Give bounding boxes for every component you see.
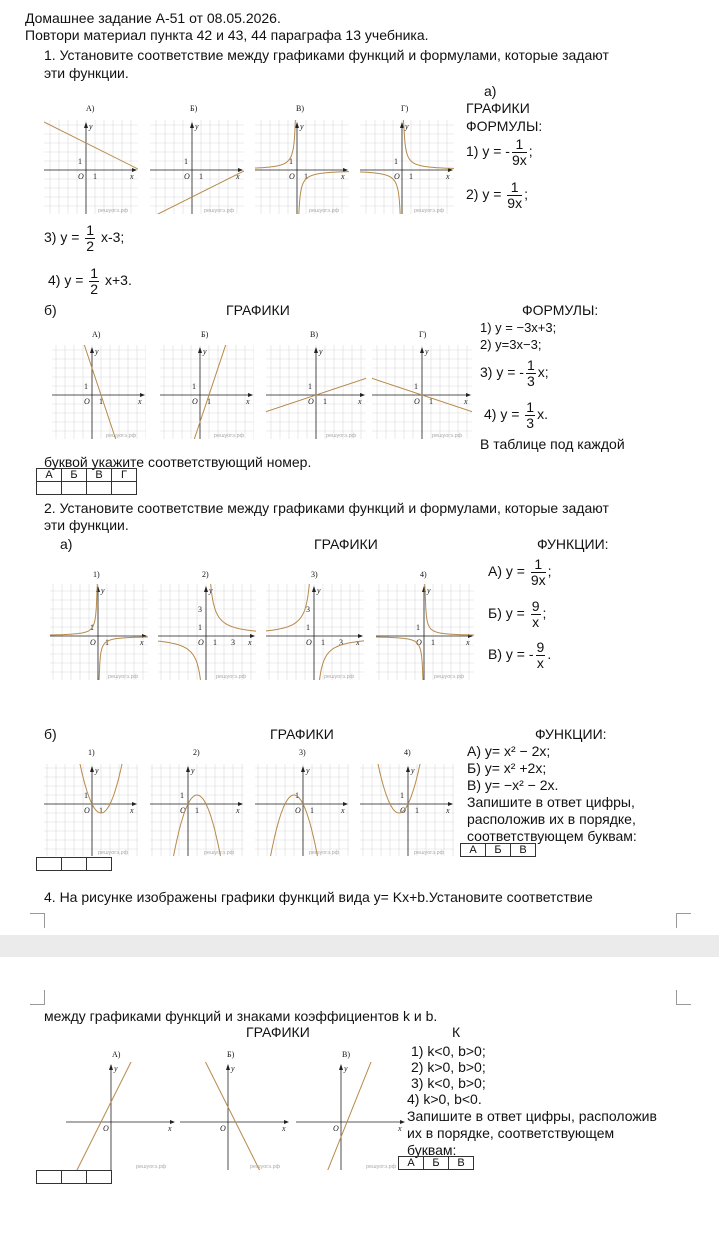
task2-part-b: б) (44, 726, 57, 742)
task1b-graph-a (52, 345, 146, 439)
tick-label-x-one: 1 (93, 172, 97, 181)
tick-label-x-one: 1 (195, 806, 199, 815)
tick-label-y-one: 1 (90, 623, 94, 632)
tick-label-y-one: 1 (289, 157, 293, 166)
origin-label: O (220, 1124, 226, 1133)
x-axis-label: x (464, 397, 468, 406)
task2b-graph-1 (44, 764, 138, 856)
task1a-graph-v (255, 120, 349, 214)
watermark: решуогэ.рф (414, 850, 445, 856)
task1a-graph-b (150, 120, 244, 214)
task2-function-b: Б) y = $\frac{9}{x}$ ; (488, 598, 547, 630)
task1-formula-3: 3) y = $\frac{1}{2}$ x-3; (44, 222, 125, 254)
x-axis-label: x (446, 172, 450, 181)
y-axis-label: y (231, 1064, 235, 1073)
y-axis-label: y (95, 766, 99, 775)
watermark: решуогэ.рф (136, 1164, 167, 1170)
origin-label: O (192, 397, 198, 406)
task2-text-line2: эти функции. (44, 517, 129, 533)
hyperbola-branch (425, 584, 475, 635)
tick-label-x-one: 1 (323, 397, 327, 406)
y-axis-arrow (109, 1064, 113, 1070)
answer-cell[interactable] (62, 858, 87, 871)
tick-label-y-one: 1 (308, 382, 312, 391)
task1b-formula-1: 1) y = −3x+3; (480, 320, 557, 335)
table-header-a: А (37, 469, 62, 482)
task1-formulas-label-b: ФОРМУЛЫ: (522, 302, 599, 318)
graph-letter-b: Б) (190, 104, 198, 113)
page-corner-mark (676, 913, 691, 928)
x-axis-label: x (282, 1124, 286, 1133)
task1-formula-2: 2) y = $\frac{1}{9x}$ ; (466, 179, 528, 211)
watermark: решуогэ.рф (432, 433, 463, 439)
task2-functions-label-b: ФУНКЦИИ: (535, 726, 607, 742)
table-header-a: А (461, 844, 486, 857)
y-axis-arrow (226, 1064, 230, 1070)
graph-number-3: 3) (311, 570, 318, 579)
tick-label-y-one: 1 (84, 791, 88, 800)
task1b-graph-g (372, 345, 472, 439)
task1a-graph-g (360, 120, 454, 214)
graph-letter-a: А) (86, 104, 95, 113)
tick-label-x-one: 1 (99, 806, 103, 815)
watermark: решуогэ.рф (204, 850, 235, 856)
task1-part-b: б) (44, 302, 57, 318)
watermark: решуогэ.рф (309, 208, 340, 214)
y-axis-label: y (95, 347, 99, 356)
origin-label: O (78, 172, 84, 181)
y-axis-label: y (425, 347, 429, 356)
task2b-graph-3 (255, 764, 349, 856)
y-axis-arrow (90, 766, 94, 772)
task4-answer-row (36, 1170, 112, 1184)
y-axis-arrow (186, 766, 190, 772)
watermark: решуогэ.рф (324, 674, 355, 680)
graph-letter-g: Г) (401, 104, 409, 113)
task2b-function-b: Б) y= x² +2x; (467, 760, 547, 776)
tick-label-y-three: 3 (198, 605, 202, 614)
answer-cell[interactable] (62, 1171, 87, 1184)
watermark: решуогэ.рф (250, 1164, 281, 1170)
task4-graphs-label: ГРАФИКИ (246, 1024, 310, 1040)
origin-label: O (184, 172, 190, 181)
y-axis-label: y (300, 122, 304, 131)
task2-answer-row (36, 857, 112, 871)
task1b-graph-b (160, 345, 254, 439)
answer-cell-b[interactable] (62, 482, 87, 495)
watermark: решуогэ.рф (98, 208, 129, 214)
task1-graphs-label: ГРАФИКИ (466, 100, 530, 116)
task4-text-line2: между графиками функций и знаками коэффициентов k и b. (44, 1008, 438, 1024)
task1b-formula-3: 3) y = - $\frac{1}{3}$ x; (480, 357, 549, 389)
y-axis-label: y (411, 766, 415, 775)
watermark: решуогэ.рф (204, 208, 235, 214)
tick-label-x-one: 1 (99, 397, 103, 406)
function-graph (180, 1062, 290, 1170)
task2-function-c: В) y = - $\frac{9}{x}$ . (488, 639, 552, 671)
y-axis-label: y (405, 122, 409, 131)
tick-label-x-one: 1 (207, 397, 211, 406)
tick-label-y-one: 1 (192, 382, 196, 391)
y-axis-label: y (114, 1064, 118, 1073)
x-axis-label: x (168, 1124, 172, 1133)
graph-letter-v: В) (342, 1050, 350, 1059)
x-axis-label: x (356, 638, 360, 647)
tick-label-x-one: 1 (199, 172, 203, 181)
table-header-v: В (87, 469, 112, 482)
x-axis-label: x (341, 172, 345, 181)
answer-cell[interactable] (37, 858, 62, 871)
table-header-g: Г (112, 469, 137, 482)
table-header-b: Б (424, 1157, 449, 1170)
task1-text-line2: эти функции. (44, 65, 129, 81)
table-header-a: А (399, 1157, 424, 1170)
answer-cell[interactable] (87, 1171, 112, 1184)
origin-label: O (400, 806, 406, 815)
task4-option-1: 1) k<0, b>0; (411, 1043, 486, 1059)
x-axis-label: x (130, 172, 134, 181)
tick-label-x-one: 1 (105, 638, 109, 647)
task1-note-line1: В таблице под каждой (480, 436, 625, 452)
y-axis-arrow (301, 766, 305, 772)
watermark: решуогэ.рф (98, 850, 129, 856)
y-axis-label: y (191, 766, 195, 775)
task4-note-line3: буквам: (407, 1142, 457, 1158)
y-axis-label: y (209, 586, 213, 595)
tick-label-y-one: 1 (184, 157, 188, 166)
y-axis-arrow (312, 586, 316, 592)
origin-label: O (103, 1124, 109, 1133)
task4-note-line2: их в порядке, соответствующем (407, 1125, 615, 1141)
task2a-graph-2 (158, 584, 256, 680)
task2b-function-c: В) y= −x² − 2x. (467, 777, 559, 793)
tick-label-y-one: 1 (198, 623, 202, 632)
page-corner-mark (676, 990, 691, 1005)
task2-answer-table (460, 843, 536, 857)
x-axis-label: x (140, 638, 144, 647)
task4-graph-v (296, 1062, 406, 1170)
task4-text-line1: 4. На рисунке изображены графики функций вида y= Kx+b.Установите соответствие (44, 889, 593, 905)
graph-number-2: 2) (202, 570, 209, 579)
watermark: решуогэ.рф (414, 208, 445, 214)
watermark: решуогэ.рф (214, 433, 245, 439)
task2-part-a: а) (60, 536, 73, 552)
task1-text-line1: 1. Установите соответствие между графиками функций и формулами, которые задают (44, 47, 609, 63)
task1-graphs-label-b: ГРАФИКИ (226, 302, 290, 318)
y-axis-arrow (406, 766, 410, 772)
answer-cell[interactable] (37, 1171, 62, 1184)
task2-note-line1: Запишите в ответ цифры, (467, 794, 635, 810)
tick-label-y-one: 1 (414, 382, 418, 391)
x-axis-label: x (248, 638, 252, 647)
tick-label-x-one: 1 (415, 806, 419, 815)
task4-note-line1: Запишите в ответ цифры, расположив (407, 1108, 657, 1124)
x-axis-label: x (236, 172, 240, 181)
y-axis-label: y (195, 122, 199, 131)
task4-option-3: 3) k<0, b>0; (411, 1075, 486, 1091)
graph-number-1: 1) (93, 570, 100, 579)
task1b-graph-v (266, 345, 366, 439)
task2b-function-a: А) y= x² − 2x; (467, 743, 551, 759)
x-axis-label: x (246, 397, 250, 406)
tick-label-x-one: 1 (409, 172, 413, 181)
tick-label-x-three: 3 (231, 638, 235, 647)
y-axis-label: y (427, 586, 431, 595)
origin-label: O (295, 806, 301, 815)
task1a-graph-a (44, 120, 138, 214)
tick-label-y-one: 1 (180, 791, 184, 800)
task1-part-a: а) (484, 83, 497, 99)
tick-label-y-one: 1 (400, 791, 404, 800)
x-axis-label: x (398, 1124, 402, 1133)
origin-label: O (84, 806, 90, 815)
task2a-graph-1 (50, 584, 148, 680)
task2-graphs-label-b: ГРАФИКИ (270, 726, 334, 742)
y-axis-arrow (339, 1064, 343, 1070)
tick-label-y-one: 1 (416, 623, 420, 632)
x-axis-label: x (358, 397, 362, 406)
task1-formula-4: 4) y = $\frac{1}{2}$ x+3. (48, 265, 132, 297)
task2-note-line3: соответствующем буквам: (467, 828, 637, 844)
x-axis-label: x (466, 638, 470, 647)
task1-note-line2: буквой укажите соответствующий номер. (44, 454, 312, 470)
watermark: решуогэ.рф (366, 1164, 397, 1170)
y-axis-label: y (203, 347, 207, 356)
tick-label-x-one: 1 (304, 172, 308, 181)
table-header-b: Б (486, 844, 511, 857)
watermark: решуогэ.рф (434, 674, 465, 680)
tick-label-x-one: 1 (213, 638, 217, 647)
tick-label-x-one: 1 (321, 638, 325, 647)
table-header-v: В (511, 844, 536, 857)
graph-letter-b-g: Г) (419, 330, 427, 339)
origin-label: O (414, 397, 420, 406)
task1b-formula-4: 4) y = $\frac{1}{3}$ x. (484, 399, 548, 431)
task1-formulas-label: ФОРМУЛЫ: (466, 118, 543, 134)
y-axis-label: y (306, 766, 310, 775)
graph-letter-b: Б) (227, 1050, 235, 1059)
x-axis-label: x (446, 806, 450, 815)
task4-option-4: 4) k>0, b<0. (407, 1091, 482, 1107)
origin-label: O (84, 397, 90, 406)
tick-label-y-one: 1 (306, 623, 310, 632)
tick-label-y-one: 1 (84, 382, 88, 391)
tick-label-y-one: 1 (394, 157, 398, 166)
answer-cell-g[interactable] (112, 482, 137, 495)
graph-letter-b-a: А) (92, 330, 101, 339)
page-subtitle: Повтори материал пункта 42 и 43, 44 параграфа 13 учебника. (25, 27, 429, 43)
watermark: решуогэ.рф (108, 674, 139, 680)
x-axis-label: x (130, 806, 134, 815)
task4-k-label: К (452, 1024, 461, 1040)
task2a-graph-3 (266, 584, 364, 680)
table-header-v: В (449, 1157, 474, 1170)
x-axis-label: x (138, 397, 142, 406)
task4-answer-table (398, 1156, 474, 1170)
task4-graph-b (180, 1062, 290, 1170)
task2-functions-label: ФУНКЦИИ: (537, 536, 609, 552)
origin-label: O (180, 806, 186, 815)
task4-graph-a (66, 1062, 176, 1170)
task1-answer-table (36, 468, 137, 495)
tick-label-x-one: 1 (310, 806, 314, 815)
task4-option-2: 2) k>0, b>0; (411, 1059, 486, 1075)
origin-label: O (198, 638, 204, 647)
origin-label: O (90, 638, 96, 647)
tick-label-x-one: 1 (431, 638, 435, 647)
task2b-graph-2 (150, 764, 244, 856)
y-axis-label: y (101, 586, 105, 595)
tick-label-x-one: 1 (429, 397, 433, 406)
function-graph (66, 1062, 176, 1170)
origin-label: O (416, 638, 422, 647)
page-title: Домашнее задание А-51 от 08.05.2026. (25, 10, 281, 26)
graph-letter-v: В) (296, 104, 304, 113)
graph-letter-a: А) (112, 1050, 121, 1059)
function-graph (296, 1062, 406, 1170)
tick-label-y-one: 1 (295, 791, 299, 800)
y-axis-label: y (317, 586, 321, 595)
origin-label: O (394, 172, 400, 181)
task2-text-line1: 2. Установите соответствие между графиками функций и формулами, которые задают (44, 500, 609, 516)
y-axis-arrow (204, 586, 208, 592)
task1b-formula-2: 2) y=3x−3; (480, 337, 542, 352)
origin-label: O (306, 638, 312, 647)
task2-graphs-label: ГРАФИКИ (314, 536, 378, 552)
watermark: решуогэ.рф (326, 433, 357, 439)
origin-label: O (289, 172, 295, 181)
tick-label-x-three: 3 (339, 638, 343, 647)
answer-cell[interactable] (87, 858, 112, 871)
watermark: решуогэ.рф (216, 674, 247, 680)
task2b-graph-4 (360, 764, 454, 856)
page-corner-mark (30, 990, 45, 1005)
y-axis-label: y (319, 347, 323, 356)
origin-label: O (333, 1124, 339, 1133)
origin-label: O (308, 397, 314, 406)
answer-cell-a[interactable] (37, 482, 62, 495)
y-axis-label: y (344, 1064, 348, 1073)
task2-note-line2: расположив их в порядке, (467, 811, 636, 827)
table-header-b: Б (62, 469, 87, 482)
x-axis-label: x (341, 806, 345, 815)
graph-number-b-3: 3) (299, 748, 306, 757)
graph-letter-b-b: Б) (201, 330, 209, 339)
page-break (0, 935, 719, 957)
task1-formula-1: 1) y = - $\frac{1}{9x}$ ; (466, 136, 533, 168)
watermark: решуогэ.рф (309, 850, 340, 856)
answer-cell-v[interactable] (87, 482, 112, 495)
graph-number-4: 4) (420, 570, 427, 579)
graph-number-b-2: 2) (193, 748, 200, 757)
task2-function-a: А) y = $\frac{1}{9x}$ ; (488, 556, 552, 588)
graph-number-b-1: 1) (88, 748, 95, 757)
x-axis-label: x (236, 806, 240, 815)
tick-label-y-one: 1 (78, 157, 82, 166)
graph-number-b-4: 4) (404, 748, 411, 757)
graph-letter-b-v: В) (310, 330, 318, 339)
tick-label-y-three: 3 (306, 605, 310, 614)
watermark: решуогэ.рф (106, 433, 137, 439)
y-axis-label: y (89, 122, 93, 131)
page-corner-mark (30, 913, 45, 928)
task2a-graph-4 (376, 584, 474, 680)
